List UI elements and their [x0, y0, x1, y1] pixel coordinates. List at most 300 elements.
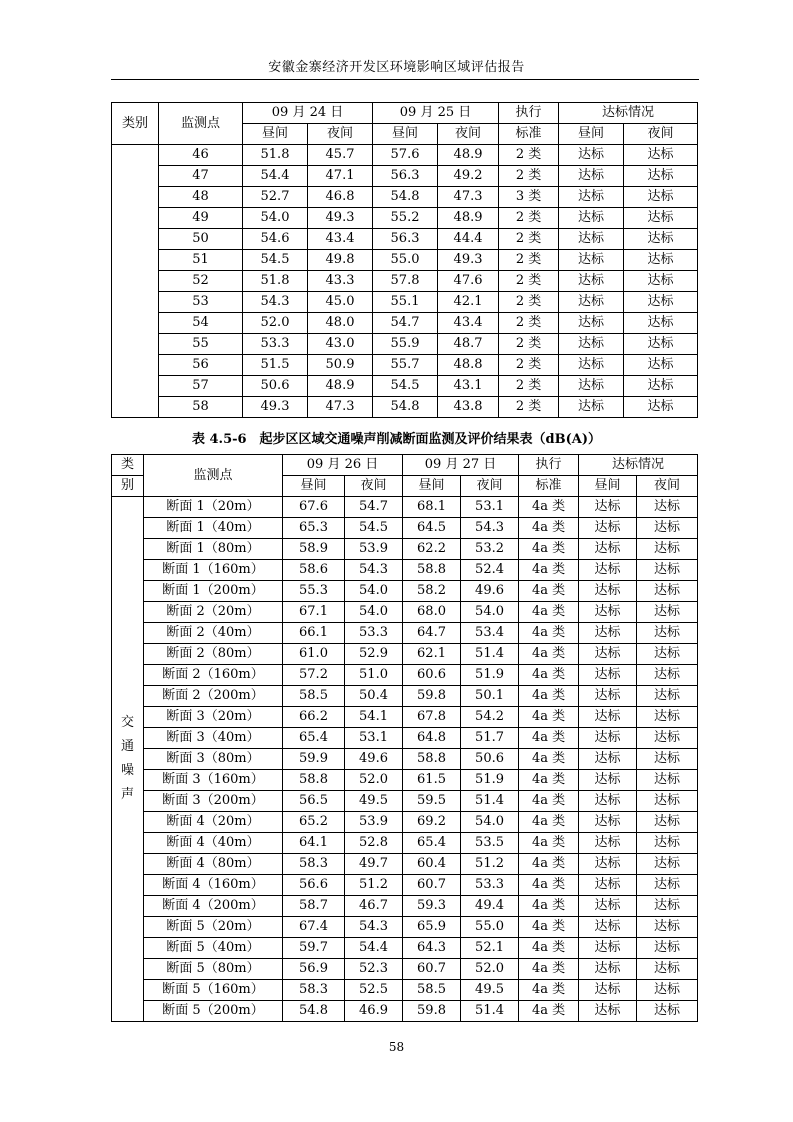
- header-day-2: 昼间: [373, 124, 438, 145]
- monitoring-point: 57: [159, 376, 243, 397]
- day-value-2: 64.8: [403, 728, 461, 749]
- monitoring-point: 断面 1（160m）: [144, 560, 283, 581]
- night-value-1: 54.3: [345, 560, 403, 581]
- day-value-1: 65.2: [283, 812, 345, 833]
- table-row: [112, 271, 698, 292]
- standard-class: 4a 类: [519, 539, 579, 560]
- table1-body: [112, 145, 698, 418]
- table-row: [112, 812, 698, 833]
- day-value-1: 59.7: [283, 938, 345, 959]
- monitoring-point: 断面 2（40m）: [144, 623, 283, 644]
- report-header-title: 安徽金寨经济开发区环境影响区域评估报告: [268, 60, 525, 75]
- header-monitoring-point: 监测点: [159, 103, 243, 145]
- night-compliance: 达标: [637, 644, 698, 665]
- day-value-1: 50.6: [243, 376, 308, 397]
- day-compliance: 达标: [579, 707, 637, 728]
- table-row: [112, 623, 698, 644]
- night-value-2: 50.6: [461, 749, 519, 770]
- night-value-2: 51.4: [461, 1001, 519, 1022]
- table-row: [112, 145, 698, 166]
- table-row: [112, 1001, 698, 1022]
- page-number: 58: [388, 1040, 405, 1054]
- category-label-char: 声: [120, 787, 134, 802]
- day-value-2: 54.8: [373, 187, 438, 208]
- night-value-2: 53.3: [461, 875, 519, 896]
- day-value-2: 60.7: [403, 875, 461, 896]
- day-compliance: 达标: [579, 623, 637, 644]
- header-compliance: 达标情况: [559, 103, 698, 124]
- table-row: [112, 376, 698, 397]
- night-value-2: 51.9: [461, 770, 519, 791]
- night-compliance: 达标: [637, 875, 698, 896]
- day-compliance: 达标: [579, 770, 637, 791]
- night-value-1: 46.8: [308, 187, 373, 208]
- day-value-1: 53.3: [243, 334, 308, 355]
- header-monitoring-point: 监测点: [144, 455, 283, 497]
- night-value-2: 47.3: [438, 187, 499, 208]
- night-compliance: 达标: [637, 938, 698, 959]
- night-value-2: 54.0: [461, 812, 519, 833]
- night-compliance: 达标: [624, 334, 698, 355]
- day-value-1: 58.3: [283, 980, 345, 1001]
- standard-class: 4a 类: [519, 917, 579, 938]
- day-value-1: 66.1: [283, 623, 345, 644]
- night-value-2: 48.9: [438, 145, 499, 166]
- header-standard-line1: 执行: [499, 103, 559, 124]
- day-value-2: 59.8: [403, 686, 461, 707]
- monitoring-point: 55: [159, 334, 243, 355]
- monitoring-point: 断面 4（160m）: [144, 875, 283, 896]
- monitoring-point: 断面 3（160m）: [144, 770, 283, 791]
- day-compliance: 达标: [579, 938, 637, 959]
- header-compliance: 达标情况: [579, 455, 698, 476]
- night-value-1: 46.7: [345, 896, 403, 917]
- day-value-1: 51.8: [243, 271, 308, 292]
- day-value-2: 64.3: [403, 938, 461, 959]
- night-value-1: 43.3: [308, 271, 373, 292]
- header-standard-line2: 标准: [499, 124, 559, 145]
- day-value-2: 61.5: [403, 770, 461, 791]
- monitoring-point: 断面 2（160m）: [144, 665, 283, 686]
- header-rule: [111, 79, 699, 80]
- day-compliance: 达标: [559, 313, 624, 334]
- night-value-2: 42.1: [438, 292, 499, 313]
- day-value-2: 55.7: [373, 355, 438, 376]
- table-row: [112, 292, 698, 313]
- night-compliance: 达标: [637, 560, 698, 581]
- night-value-2: 49.4: [461, 896, 519, 917]
- monitoring-point: 断面 5（160m）: [144, 980, 283, 1001]
- table-row: [112, 497, 698, 518]
- table-row: [112, 581, 698, 602]
- monitoring-point: 断面 3（80m）: [144, 749, 283, 770]
- day-value-2: 68.0: [403, 602, 461, 623]
- night-value-1: 49.8: [308, 250, 373, 271]
- header-night-1: 夜间: [345, 476, 403, 497]
- night-value-2: 48.8: [438, 355, 499, 376]
- night-value-2: 47.6: [438, 271, 499, 292]
- standard-class: 4a 类: [519, 812, 579, 833]
- day-compliance: 达标: [559, 187, 624, 208]
- monitoring-point: 58: [159, 397, 243, 418]
- standard-class: 4a 类: [519, 602, 579, 623]
- day-value-1: 57.2: [283, 665, 345, 686]
- standard-class: 4a 类: [519, 833, 579, 854]
- night-compliance: 达标: [637, 749, 698, 770]
- category-label-char: 通: [120, 739, 134, 754]
- category-cell: [112, 145, 159, 418]
- standard-class: 2 类: [499, 376, 559, 397]
- table-row: [112, 875, 698, 896]
- night-compliance: 达标: [637, 665, 698, 686]
- night-value-1: 54.4: [345, 938, 403, 959]
- night-value-2: 54.0: [461, 602, 519, 623]
- night-compliance: 达标: [624, 166, 698, 187]
- night-value-2: 53.4: [461, 623, 519, 644]
- night-value-1: 52.5: [345, 980, 403, 1001]
- monitoring-point: 断面 5（200m）: [144, 1001, 283, 1022]
- day-compliance: 达标: [579, 644, 637, 665]
- standard-class: 4a 类: [519, 518, 579, 539]
- night-compliance: 达标: [624, 208, 698, 229]
- standard-class: 4a 类: [519, 623, 579, 644]
- day-value-2: 56.3: [373, 229, 438, 250]
- table-row: [112, 980, 698, 1001]
- table-row: [112, 749, 698, 770]
- night-value-1: 48.0: [308, 313, 373, 334]
- header-category: 类别: [112, 103, 159, 145]
- standard-class: 2 类: [499, 208, 559, 229]
- standard-class: 4a 类: [519, 497, 579, 518]
- monitoring-point: 断面 1（200m）: [144, 581, 283, 602]
- day-compliance: 达标: [579, 791, 637, 812]
- standard-class: 3 类: [499, 187, 559, 208]
- header-day-2: 昼间: [403, 476, 461, 497]
- day-compliance: 达标: [579, 749, 637, 770]
- day-value-2: 54.5: [373, 376, 438, 397]
- standard-class: 2 类: [499, 313, 559, 334]
- day-value-1: 52.7: [243, 187, 308, 208]
- monitoring-point: 断面 3（40m）: [144, 728, 283, 749]
- standard-class: 4a 类: [519, 854, 579, 875]
- monitoring-point: 断面 1（80m）: [144, 539, 283, 560]
- standard-class: 4a 类: [519, 644, 579, 665]
- noise-monitoring-table-continued: [111, 102, 698, 418]
- day-value-1: 58.7: [283, 896, 345, 917]
- night-compliance: 达标: [637, 1001, 698, 1022]
- day-value-1: 54.5: [243, 250, 308, 271]
- night-value-2: 50.1: [461, 686, 519, 707]
- monitoring-point: 断面 4（200m）: [144, 896, 283, 917]
- monitoring-point: 断面 2（80m）: [144, 644, 283, 665]
- monitoring-point: 52: [159, 271, 243, 292]
- header-category-line2: 别: [112, 476, 144, 497]
- day-value-2: 68.1: [403, 497, 461, 518]
- day-value-2: 56.3: [373, 166, 438, 187]
- day-value-1: 54.3: [243, 292, 308, 313]
- category-label-traffic-noise: [112, 497, 144, 1022]
- day-value-1: 67.6: [283, 497, 345, 518]
- monitoring-point: 断面 4（40m）: [144, 833, 283, 854]
- night-value-1: 54.5: [345, 518, 403, 539]
- monitoring-point: 50: [159, 229, 243, 250]
- standard-class: 2 类: [499, 397, 559, 418]
- standard-class: 2 类: [499, 355, 559, 376]
- night-value-2: 53.5: [461, 833, 519, 854]
- day-value-1: 58.6: [283, 560, 345, 581]
- day-value-1: 58.5: [283, 686, 345, 707]
- day-compliance: 达标: [579, 854, 637, 875]
- traffic-noise-section-table: [111, 454, 698, 1022]
- table-row: [112, 707, 698, 728]
- day-compliance: 达标: [579, 728, 637, 749]
- night-compliance: 达标: [637, 980, 698, 1001]
- night-compliance: 达标: [637, 539, 698, 560]
- night-compliance: 达标: [637, 707, 698, 728]
- day-compliance: 达标: [579, 665, 637, 686]
- monitoring-point: 断面 5（40m）: [144, 938, 283, 959]
- day-value-2: 58.5: [403, 980, 461, 1001]
- table-row: [112, 917, 698, 938]
- day-compliance: 达标: [579, 686, 637, 707]
- night-value-1: 48.9: [308, 376, 373, 397]
- night-value-1: 54.7: [345, 497, 403, 518]
- table-row: [112, 833, 698, 854]
- night-value-2: 49.5: [461, 980, 519, 1001]
- standard-class: 4a 类: [519, 959, 579, 980]
- standard-class: 4a 类: [519, 770, 579, 791]
- day-compliance: 达标: [579, 812, 637, 833]
- night-compliance: 达标: [637, 854, 698, 875]
- day-value-2: 60.4: [403, 854, 461, 875]
- standard-class: 2 类: [499, 250, 559, 271]
- header-date-1: 09 月 24 日: [243, 103, 373, 124]
- header-night-2: 夜间: [438, 124, 499, 145]
- night-compliance: 达标: [637, 581, 698, 602]
- day-value-2: 60.7: [403, 959, 461, 980]
- standard-class: 4a 类: [519, 581, 579, 602]
- table-row: [112, 644, 698, 665]
- night-value-1: 45.0: [308, 292, 373, 313]
- night-value-1: 52.8: [345, 833, 403, 854]
- night-value-1: 54.0: [345, 581, 403, 602]
- day-value-1: 58.8: [283, 770, 345, 791]
- day-value-2: 62.2: [403, 539, 461, 560]
- monitoring-point: 断面 4（20m）: [144, 812, 283, 833]
- monitoring-point: 53: [159, 292, 243, 313]
- day-compliance: 达标: [559, 229, 624, 250]
- monitoring-point: 51: [159, 250, 243, 271]
- header-day-1: 昼间: [243, 124, 308, 145]
- day-value-2: 58.8: [403, 749, 461, 770]
- table-row: [112, 770, 698, 791]
- night-value-1: 53.9: [345, 539, 403, 560]
- table-row: [112, 686, 698, 707]
- night-compliance: 达标: [624, 229, 698, 250]
- night-value-1: 46.9: [345, 1001, 403, 1022]
- night-compliance: 达标: [624, 313, 698, 334]
- night-value-2: 54.3: [461, 518, 519, 539]
- standard-class: 4a 类: [519, 980, 579, 1001]
- day-compliance: 达标: [579, 896, 637, 917]
- night-value-2: 49.3: [438, 250, 499, 271]
- day-value-1: 66.2: [283, 707, 345, 728]
- night-value-1: 54.3: [345, 917, 403, 938]
- night-value-2: 43.8: [438, 397, 499, 418]
- standard-class: 2 类: [499, 145, 559, 166]
- header-category-line1: 类: [112, 455, 144, 476]
- day-compliance: 达标: [579, 560, 637, 581]
- day-value-2: 65.9: [403, 917, 461, 938]
- night-compliance: 达标: [624, 271, 698, 292]
- night-value-2: 51.9: [461, 665, 519, 686]
- night-compliance: 达标: [624, 145, 698, 166]
- monitoring-point: 断面 5（80m）: [144, 959, 283, 980]
- day-value-1: 67.1: [283, 602, 345, 623]
- night-value-1: 43.4: [308, 229, 373, 250]
- table-row: [112, 187, 698, 208]
- day-value-1: 54.4: [243, 166, 308, 187]
- header-night-status: 夜间: [637, 476, 698, 497]
- night-compliance: 达标: [624, 250, 698, 271]
- day-value-2: 57.6: [373, 145, 438, 166]
- night-value-1: 52.3: [345, 959, 403, 980]
- table-row: [112, 539, 698, 560]
- monitoring-point: 48: [159, 187, 243, 208]
- day-value-2: 58.8: [403, 560, 461, 581]
- night-compliance: 达标: [637, 791, 698, 812]
- day-value-2: 62.1: [403, 644, 461, 665]
- day-value-1: 56.9: [283, 959, 345, 980]
- day-value-1: 58.3: [283, 854, 345, 875]
- day-compliance: 达标: [579, 518, 637, 539]
- night-compliance: 达标: [637, 833, 698, 854]
- night-value-1: 43.0: [308, 334, 373, 355]
- night-compliance: 达标: [624, 187, 698, 208]
- day-value-2: 59.8: [403, 1001, 461, 1022]
- night-compliance: 达标: [637, 959, 698, 980]
- table-row: [112, 313, 698, 334]
- night-compliance: 达标: [637, 728, 698, 749]
- monitoring-point: 56: [159, 355, 243, 376]
- header-night-1: 夜间: [308, 124, 373, 145]
- night-compliance: 达标: [637, 518, 698, 539]
- night-value-1: 53.9: [345, 812, 403, 833]
- night-value-2: 49.6: [461, 581, 519, 602]
- table-row: [112, 665, 698, 686]
- monitoring-point: 断面 2（200m）: [144, 686, 283, 707]
- night-value-2: 51.4: [461, 791, 519, 812]
- category-label-char: 交: [120, 715, 134, 730]
- table-row: [112, 959, 698, 980]
- day-value-1: 65.4: [283, 728, 345, 749]
- monitoring-point: 46: [159, 145, 243, 166]
- standard-class: 2 类: [499, 271, 559, 292]
- night-value-1: 54.1: [345, 707, 403, 728]
- night-value-2: 44.4: [438, 229, 499, 250]
- day-value-1: 64.1: [283, 833, 345, 854]
- table-row: [112, 854, 698, 875]
- night-value-1: 47.1: [308, 166, 373, 187]
- header-day-status: 昼间: [559, 124, 624, 145]
- night-value-1: 47.3: [308, 397, 373, 418]
- night-value-2: 48.7: [438, 334, 499, 355]
- day-value-2: 58.2: [403, 581, 461, 602]
- table-row: [112, 208, 698, 229]
- night-value-2: 52.1: [461, 938, 519, 959]
- night-value-2: 53.1: [461, 497, 519, 518]
- day-value-1: 59.9: [283, 749, 345, 770]
- day-compliance: 达标: [579, 917, 637, 938]
- day-compliance: 达标: [559, 397, 624, 418]
- standard-class: 2 类: [499, 166, 559, 187]
- night-value-2: 55.0: [461, 917, 519, 938]
- day-value-2: 55.9: [373, 334, 438, 355]
- category-label-char: 噪: [120, 763, 134, 778]
- monitoring-point: 断面 4（80m）: [144, 854, 283, 875]
- day-value-1: 58.9: [283, 539, 345, 560]
- day-value-1: 56.5: [283, 791, 345, 812]
- monitoring-point: 49: [159, 208, 243, 229]
- standard-class: 4a 类: [519, 749, 579, 770]
- standard-class: 4a 类: [519, 938, 579, 959]
- night-value-1: 53.1: [345, 728, 403, 749]
- night-value-1: 49.7: [345, 854, 403, 875]
- day-compliance: 达标: [559, 145, 624, 166]
- day-compliance: 达标: [559, 208, 624, 229]
- table-row: [112, 791, 698, 812]
- day-compliance: 达标: [579, 959, 637, 980]
- standard-class: 4a 类: [519, 686, 579, 707]
- day-value-2: 65.4: [403, 833, 461, 854]
- day-value-1: 61.0: [283, 644, 345, 665]
- standard-class: 2 类: [499, 334, 559, 355]
- day-value-1: 52.0: [243, 313, 308, 334]
- night-compliance: 达标: [637, 896, 698, 917]
- standard-class: 4a 类: [519, 896, 579, 917]
- standard-class: 4a 类: [519, 560, 579, 581]
- table-row: [112, 938, 698, 959]
- header-date-2: 09 月 25 日: [373, 103, 499, 124]
- night-value-2: 52.0: [461, 959, 519, 980]
- night-compliance: 达标: [624, 376, 698, 397]
- day-compliance: 达标: [559, 334, 624, 355]
- day-value-1: 65.3: [283, 518, 345, 539]
- day-value-1: 54.0: [243, 208, 308, 229]
- day-value-2: 64.5: [403, 518, 461, 539]
- night-value-1: 50.9: [308, 355, 373, 376]
- night-value-2: 52.4: [461, 560, 519, 581]
- day-value-2: 69.2: [403, 812, 461, 833]
- day-value-2: 64.7: [403, 623, 461, 644]
- table-row: [112, 518, 698, 539]
- day-compliance: 达标: [579, 539, 637, 560]
- standard-class: 4a 类: [519, 665, 579, 686]
- day-value-1: 54.8: [283, 1001, 345, 1022]
- table-row: [112, 166, 698, 187]
- standard-class: 4a 类: [519, 791, 579, 812]
- header-date-2: 09 月 27 日: [403, 455, 519, 476]
- day-compliance: 达标: [579, 1001, 637, 1022]
- monitoring-point: 断面 2（20m）: [144, 602, 283, 623]
- header-date-1: 09 月 26 日: [283, 455, 403, 476]
- night-compliance: 达标: [624, 355, 698, 376]
- standard-class: 2 类: [499, 292, 559, 313]
- monitoring-point: 断面 5（20m）: [144, 917, 283, 938]
- monitoring-point: 断面 1（20m）: [144, 497, 283, 518]
- day-value-2: 59.5: [403, 791, 461, 812]
- table-row: [112, 334, 698, 355]
